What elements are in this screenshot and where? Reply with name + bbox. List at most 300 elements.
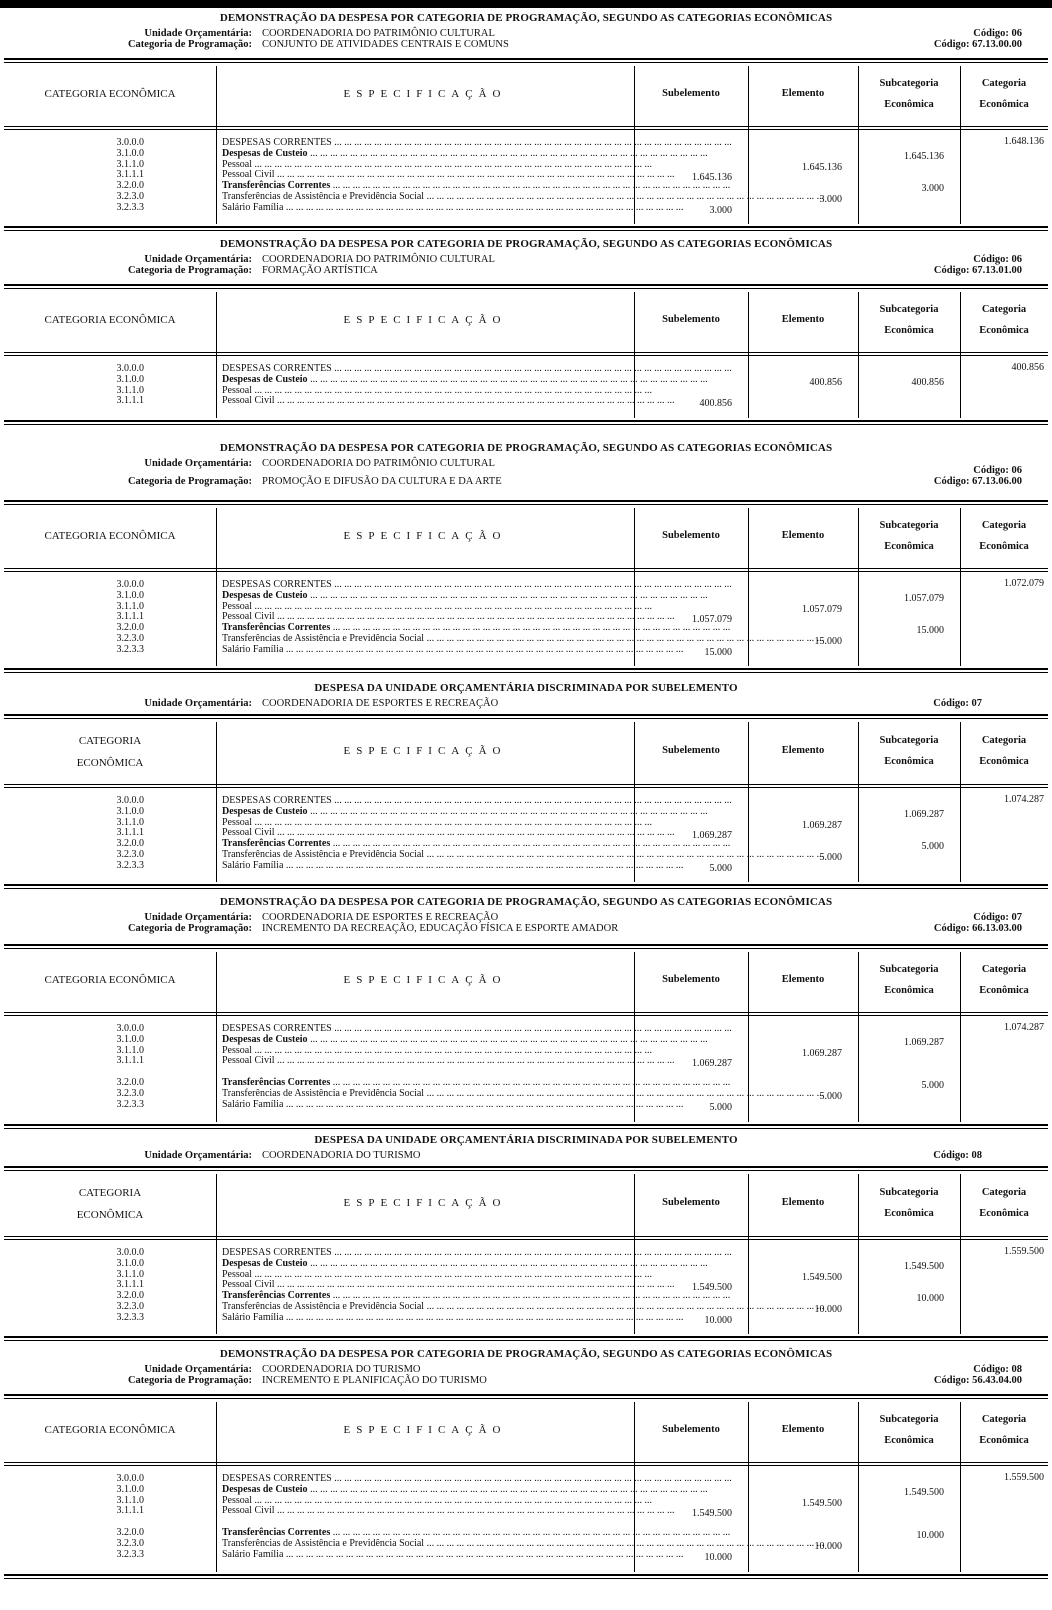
leader-dots: ... ... ... ... ... ... ... ... ... ... ... ... ... ... ... ... ... ... ... ... ... ... ... ... ... ... ... ... ... ... ... ... ... ... ... ... ... ... ... ... — [283, 1548, 684, 1560]
row-code: 3.2.0.0 — [116, 1527, 144, 1538]
row-code: 3.1.0.0 — [116, 373, 144, 385]
subelemento-value: 10.000 — [704, 1314, 732, 1326]
header-especificacao: ESPECIFICAÇÃO — [343, 88, 507, 100]
row-code: 3.0.0.0 — [116, 579, 144, 590]
header-categoria-col: Categoria — [981, 735, 1027, 746]
header-subcategoria: Subcategoria — [879, 78, 939, 89]
leader-dots: ... ... ... ... ... ... ... ... ... ... ... ... ... ... ... ... ... ... ... ... ... ... ... ... ... ... ... ... ... ... ... ... ... ... ... ... ... ... ... ... — [274, 1055, 675, 1067]
column-divider — [858, 722, 859, 882]
subelemento-value: 400.856 — [699, 398, 732, 410]
row-code: 3.2.3.3 — [116, 859, 144, 871]
spec-text: Pessoal Civil — [222, 1055, 275, 1067]
row-code: 3.1.1.0 — [116, 158, 144, 170]
header-bottom-rule — [4, 784, 1048, 785]
subelemento-value: 5.000 — [709, 862, 732, 874]
leader-dots: ... ... ... ... ... ... ... ... ... ... ... ... ... ... ... ... ... ... ... ... ... ... ... ... ... ... ... ... ... ... ... ... ... ... ... ... ... ... ... ... — [424, 1301, 825, 1312]
categoria-programacao-value: INCREMENTO DA RECREAÇÃO, EDUCAÇÃO FÍSICA E ESPORTE AMADOR — [262, 923, 619, 934]
header-subcategoria: Subcategoria — [879, 964, 939, 975]
row-code: 3.1.1.0 — [116, 384, 144, 396]
row-code: 3.1.1.0 — [116, 1494, 144, 1506]
leader-dots: ... ... ... ... ... ... ... ... ... ... ... ... ... ... ... ... ... ... ... ... ... ... ... ... ... ... ... ... ... ... ... ... ... ... ... ... ... ... ... ... — [307, 589, 708, 601]
elemento-value: 1.549.500 — [802, 1271, 842, 1283]
header-categoria-economica: CATEGORIA ECONÔMICA — [44, 88, 176, 100]
subelemento-value: 3.000 — [709, 204, 732, 216]
section-bottom-rule — [4, 884, 1048, 889]
header-elemento: Elemento — [781, 1197, 825, 1208]
subcategoria-value: 5.000 — [921, 841, 944, 853]
leader-dots: ... ... ... ... ... ... ... ... ... ... ... ... ... ... ... ... ... ... ... ... ... ... ... ... ... ... ... ... ... ... ... ... ... ... ... ... ... ... ... ... — [331, 1247, 732, 1258]
leader-dots: ... ... ... ... ... ... ... ... ... ... ... ... ... ... ... ... ... ... ... ... ... ... ... ... ... ... ... ... ... ... ... ... ... ... ... ... ... ... ... ... — [307, 1033, 708, 1045]
section-bottom-rule — [4, 1336, 1048, 1341]
section-title: DEMONSTRAÇÃO DA DESPESA POR CATEGORIA DE PROGRAMAÇÃO, SEGUNDO AS CATEGORIAS ECONÔMICAS — [219, 238, 833, 250]
row-specification — [222, 395, 675, 407]
unidade-label: Unidade Orçamentária: — [144, 1150, 252, 1161]
leader-dots: ... ... ... ... ... ... ... ... ... ... ... ... ... ... ... ... ... ... ... ... ... ... ... ... ... ... ... ... ... ... ... ... ... ... ... ... ... ... ... ... — [252, 1268, 652, 1280]
unidade-value: COORDENADORIA DO TURISMO — [262, 1150, 421, 1161]
header-categoria-economica: CATEGORIA ECONÔMICA — [44, 974, 176, 986]
elemento-value: 1.645.136 — [802, 161, 842, 173]
row-specification — [222, 201, 684, 214]
categoria-programacao-label: Categoria de Programação: — [127, 1375, 252, 1386]
header-subcategoria-economica: Econômica — [884, 99, 934, 110]
categoria-programacao-value: CONJUNTO DE ATIVIDADES CENTRAIS E COMUNS — [262, 39, 509, 50]
subelemento-value: 1.645.136 — [692, 172, 732, 184]
leader-dots: ... ... ... ... ... ... ... ... ... ... ... ... ... ... ... ... ... ... ... ... ... ... ... ... ... ... ... ... ... ... ... ... ... ... ... ... ... ... ... ... — [274, 611, 675, 623]
header-elemento: Elemento — [781, 530, 825, 541]
leader-dots: ... ... ... ... ... ... ... ... ... ... ... ... ... ... ... ... ... ... ... ... ... ... ... ... ... ... ... ... ... ... ... ... ... ... ... ... ... ... ... ... — [283, 201, 684, 213]
header-subcategoria: Subcategoria — [879, 520, 939, 531]
header-categoria-col-economica: Econômica — [979, 756, 1029, 767]
header-top-rule — [4, 58, 1048, 63]
header-top-rule — [4, 284, 1048, 289]
header-bottom-rule — [4, 568, 1048, 569]
unidade-label: Unidade Orçamentária: — [144, 912, 252, 923]
row-code: 3.2.3.3 — [116, 643, 144, 655]
row-code: 3.2.0.0 — [116, 1077, 144, 1088]
row-code: 3.1.0.0 — [116, 1257, 144, 1269]
spec-text: Pessoal — [222, 600, 252, 612]
codigo-1: Código: 06 — [973, 254, 1022, 265]
header-top-rule — [4, 944, 1048, 949]
leader-dots: ... ... ... ... ... ... ... ... ... ... ... ... ... ... ... ... ... ... ... ... ... ... ... ... ... ... ... ... ... ... ... ... ... ... ... ... ... ... ... ... — [331, 1023, 732, 1034]
section-title: DEMONSTRAÇÃO DA DESPESA POR CATEGORIA DE PROGRAMAÇÃO, SEGUNDO AS CATEGORIAS ECONÔMICAS — [219, 896, 833, 908]
header-elemento: Elemento — [781, 314, 825, 325]
spec-text: DESPESAS CORRENTES — [222, 795, 332, 806]
row-code: 3.2.0.0 — [116, 180, 144, 192]
header-subcategoria: Subcategoria — [879, 304, 939, 315]
elemento-value: 3.000 — [819, 194, 842, 205]
spec-text: Salário Família — [222, 1098, 284, 1110]
spec-text: Despesas de Custeio — [222, 589, 308, 601]
leader-dots: ... ... ... ... ... ... ... ... ... ... ... ... ... ... ... ... ... ... ... ... ... ... ... ... ... ... ... ... ... ... ... ... ... ... ... ... ... ... ... ... — [252, 1494, 652, 1506]
leader-dots: ... ... ... ... ... ... ... ... ... ... ... ... ... ... ... ... ... ... ... ... ... ... ... ... ... ... ... ... ... ... ... ... ... ... ... ... ... ... ... ... — [424, 849, 825, 860]
spec-text: Transferências de Assistência e Previdência Social — [222, 633, 425, 644]
section-title: DEMONSTRAÇÃO DA DESPESA POR CATEGORIA DE PROGRAMAÇÃO, SEGUNDO AS CATEGORIAS ECONÔMICAS — [219, 1348, 833, 1360]
header-subcategoria: Subcategoria — [879, 1414, 939, 1425]
body-top-rule — [4, 1239, 1048, 1240]
codigo-2: Código: 67.13.00.00 — [933, 39, 1022, 50]
header-categoria-col-economica: Econômica — [979, 1435, 1029, 1446]
spec-text: Transferências Correntes — [222, 180, 331, 192]
codigo-1: Código: 07 — [933, 698, 982, 709]
header-categoria-col: Categoria — [981, 964, 1027, 975]
subcategoria-value: 10.000 — [916, 1530, 944, 1541]
leader-dots: ... ... ... ... ... ... ... ... ... ... ... ... ... ... ... ... ... ... ... ... ... ... ... ... ... ... ... ... ... ... ... ... ... ... ... ... ... ... ... ... — [307, 1483, 708, 1495]
leader-dots: ... ... ... ... ... ... ... ... ... ... ... ... ... ... ... ... ... ... ... ... ... ... ... ... ... ... ... ... ... ... ... ... ... ... ... ... ... ... ... ... — [331, 363, 732, 374]
leader-dots: ... ... ... ... ... ... ... ... ... ... ... ... ... ... ... ... ... ... ... ... ... ... ... ... ... ... ... ... ... ... ... ... ... ... ... ... ... ... ... ... — [283, 1311, 684, 1323]
subelemento-value: 1.069.287 — [692, 830, 732, 842]
subelemento-value: 1.069.287 — [692, 1058, 732, 1070]
subcategoria-value: 1.549.500 — [904, 1260, 944, 1272]
section-bottom-rule — [4, 226, 1048, 231]
spec-text: Transferências de Assistência e Previdência Social — [222, 1301, 425, 1312]
spec-text: Transferências de Assistência e Previdência Social — [222, 849, 425, 860]
spec-text: Pessoal — [222, 1044, 252, 1056]
header-especificacao: ESPECIFICAÇÃO — [343, 530, 507, 542]
row-code: 3.1.0.0 — [116, 1483, 144, 1495]
row-specification — [222, 1055, 675, 1067]
elemento-value: 5.000 — [819, 1090, 842, 1102]
unidade-value: COORDENADORIA DO TURISMO — [262, 1364, 421, 1375]
header-categoria-col-economica: Econômica — [979, 985, 1029, 996]
subcategoria-value: 1.645.136 — [904, 150, 944, 162]
body-top-rule — [4, 355, 1048, 356]
header-bottom-rule — [4, 126, 1048, 127]
section-title: DEMONSTRAÇÃO DA DESPESA POR CATEGORIA DE PROGRAMAÇÃO, SEGUNDO AS CATEGORIAS ECONÔMICAS — [219, 12, 833, 24]
header-subcategoria-economica: Econômica — [884, 1208, 934, 1219]
row-code: 3.2.3.0 — [116, 1537, 144, 1549]
header-especificacao: ESPECIFICAÇÃO — [343, 1197, 507, 1209]
header-bottom-rule — [4, 1012, 1048, 1013]
leader-dots: ... ... ... ... ... ... ... ... ... ... ... ... ... ... ... ... ... ... ... ... ... ... ... ... ... ... ... ... ... ... ... ... ... ... ... ... ... ... ... ... — [307, 373, 708, 385]
header-elemento: Elemento — [781, 745, 825, 756]
row-code: 3.2.0.0 — [116, 1290, 144, 1302]
header-economica: ECONÔMICA — [76, 757, 144, 769]
codigo-1: Código: 08 — [933, 1150, 982, 1161]
leader-dots: ... ... ... ... ... ... ... ... ... ... ... ... ... ... ... ... ... ... ... ... ... ... ... ... ... ... ... ... ... ... ... ... ... ... ... ... ... ... ... ... — [331, 795, 732, 806]
row-code: 3.0.0.0 — [116, 1473, 144, 1484]
leader-dots: ... ... ... ... ... ... ... ... ... ... ... ... ... ... ... ... ... ... ... ... ... ... ... ... ... ... ... ... ... ... ... ... ... ... ... ... ... ... ... ... — [274, 827, 675, 839]
unidade-label: Unidade Orçamentária: — [144, 458, 252, 469]
leader-dots: ... ... ... ... ... ... ... ... ... ... ... ... ... ... ... ... ... ... ... ... ... ... ... ... ... ... ... ... ... ... ... ... ... ... ... ... ... ... ... ... — [330, 180, 731, 192]
leader-dots: ... ... ... ... ... ... ... ... ... ... ... ... ... ... ... ... ... ... ... ... ... ... ... ... ... ... ... ... ... ... ... ... ... ... ... ... ... ... ... ... — [330, 1077, 731, 1088]
header-categoria: CATEGORIA — [78, 1187, 142, 1199]
unidade-value: COORDENADORIA DO PATRIMÔNIO CULTURAL — [262, 254, 495, 265]
spec-text: Transferências de Assistência e Previdência Social — [222, 1087, 425, 1099]
spec-text: DESPESAS CORRENTES — [222, 579, 332, 590]
section-bottom-rule — [4, 668, 1048, 673]
row-code: 3.0.0.0 — [116, 795, 144, 806]
codigo-1: Código: 06 — [973, 465, 1022, 476]
spec-text: Despesas de Custeio — [222, 373, 308, 385]
spec-text: DESPESAS CORRENTES — [222, 363, 332, 374]
categoria-programacao-value: INCREMENTO E PLANIFICAÇÃO DO TURISMO — [262, 1375, 487, 1386]
spec-text: Pessoal Civil — [222, 395, 275, 407]
header-categoria-economica: CATEGORIA ECONÔMICA — [44, 530, 176, 542]
row-code: 3.1.0.0 — [116, 589, 144, 601]
row-code: 3.2.3.3 — [116, 1311, 144, 1323]
subelemento-value: 15.000 — [704, 646, 732, 658]
header-subcategoria-economica: Econômica — [884, 541, 934, 552]
header-especificacao: ESPECIFICAÇÃO — [343, 745, 507, 757]
unidade-value: COORDENADORIA DO PATRIMÔNIO CULTURAL — [262, 458, 495, 469]
spec-text: Pessoal — [222, 158, 252, 170]
section-bottom-rule — [4, 1574, 1048, 1579]
row-code: 3.1.1.0 — [116, 1044, 144, 1056]
header-categoria-col: Categoria — [981, 1414, 1027, 1425]
leader-dots: ... ... ... ... ... ... ... ... ... ... ... ... ... ... ... ... ... ... ... ... ... ... ... ... ... ... ... ... ... ... ... ... ... ... ... ... ... ... ... ... — [330, 1527, 731, 1538]
header-top-rule — [4, 500, 1048, 505]
subcategoria-value: 1.069.287 — [904, 808, 944, 820]
header-subelemento: Subelemento — [662, 314, 720, 325]
unidade-value: COORDENADORIA DE ESPORTES E RECREAÇÃO — [262, 912, 499, 923]
unidade-value: COORDENADORIA DE ESPORTES E RECREAÇÃO — [262, 698, 499, 709]
header-subelemento: Subelemento — [662, 1424, 720, 1435]
header-top-rule — [4, 714, 1048, 719]
elemento-value: 15.000 — [814, 636, 842, 647]
leader-dots: ... ... ... ... ... ... ... ... ... ... ... ... ... ... ... ... ... ... ... ... ... ... ... ... ... ... ... ... ... ... ... ... ... ... ... ... ... ... ... ... — [274, 395, 675, 407]
header-subelemento: Subelemento — [662, 1197, 720, 1208]
header-top-rule — [4, 1394, 1048, 1399]
codigo-1: Código: 08 — [973, 1364, 1022, 1375]
categoria-value: 1.559.500 — [1004, 1246, 1044, 1257]
row-code: 3.0.0.0 — [116, 363, 144, 374]
spec-text: Despesas de Custeio — [222, 805, 308, 817]
categoria-programacao-label: Categoria de Programação: — [127, 265, 252, 276]
leader-dots: ... ... ... ... ... ... ... ... ... ... ... ... ... ... ... ... ... ... ... ... ... ... ... ... ... ... ... ... ... ... ... ... ... ... ... ... ... ... ... ... — [424, 633, 825, 644]
row-code: 3.1.1.0 — [116, 600, 144, 612]
subcategoria-value: 1.057.079 — [904, 592, 944, 604]
row-code: 3.1.1.1 — [116, 827, 144, 839]
leader-dots: ... ... ... ... ... ... ... ... ... ... ... ... ... ... ... ... ... ... ... ... ... ... ... ... ... ... ... ... ... ... ... ... ... ... ... ... ... ... ... ... — [307, 805, 708, 817]
header-subcategoria-economica: Econômica — [884, 756, 934, 767]
header-categoria-economica: CATEGORIA ECONÔMICA — [44, 314, 176, 326]
leader-dots: ... ... ... ... ... ... ... ... ... ... ... ... ... ... ... ... ... ... ... ... ... ... ... ... ... ... ... ... ... ... ... ... ... ... ... ... ... ... ... ... — [307, 147, 708, 159]
row-code: 3.1.0.0 — [116, 147, 144, 159]
header-especificacao: ESPECIFICAÇÃO — [343, 314, 507, 326]
column-divider — [858, 508, 859, 666]
spec-text: Transferências Correntes — [222, 1077, 331, 1088]
spec-text: Salário Família — [222, 643, 284, 655]
header-categoria-col-economica: Econômica — [979, 99, 1029, 110]
leader-dots: ... ... ... ... ... ... ... ... ... ... ... ... ... ... ... ... ... ... ... ... ... ... ... ... ... ... ... ... ... ... ... ... ... ... ... ... ... ... ... ... — [424, 1087, 825, 1099]
spec-text: Salário Família — [222, 859, 284, 871]
section-title: DEMONSTRAÇÃO DA DESPESA POR CATEGORIA DE PROGRAMAÇÃO, SEGUNDO AS CATEGORIAS ECONÔMICAS — [219, 442, 833, 454]
row-code: 3.2.3.0 — [116, 1301, 144, 1312]
spec-text: Transferências de Assistência e Previdência Social — [222, 191, 425, 202]
leader-dots: ... ... ... ... ... ... ... ... ... ... ... ... ... ... ... ... ... ... ... ... ... ... ... ... ... ... ... ... ... ... ... ... ... ... ... ... ... ... ... ... — [283, 859, 684, 871]
spec-text: Pessoal — [222, 816, 252, 828]
row-specification — [222, 859, 684, 872]
categoria-programacao-label: Categoria de Programação: — [127, 923, 252, 934]
subelemento-value: 1.549.500 — [692, 1282, 732, 1294]
header-elemento: Elemento — [781, 974, 825, 985]
header-elemento: Elemento — [781, 88, 825, 99]
row-code: 3.1.0.0 — [116, 805, 144, 817]
leader-dots: ... ... ... ... ... ... ... ... ... ... ... ... ... ... ... ... ... ... ... ... ... ... ... ... ... ... ... ... ... ... ... ... ... ... ... ... ... ... ... ... — [331, 579, 732, 590]
section-title: DESPESA DA UNIDADE ORÇAMENTÁRIA DISCRIMINADA POR SUBELEMENTO — [314, 1134, 738, 1146]
spec-text: Pessoal Civil — [222, 169, 275, 181]
spec-text: Pessoal Civil — [222, 1279, 275, 1291]
header-categoria-col-economica: Econômica — [979, 541, 1029, 552]
header-bottom-rule — [4, 1462, 1048, 1463]
spec-text: Despesas de Custeio — [222, 1483, 308, 1495]
leader-dots: ... ... ... ... ... ... ... ... ... ... ... ... ... ... ... ... ... ... ... ... ... ... ... ... ... ... ... ... ... ... ... ... ... ... ... ... ... ... ... ... — [330, 838, 731, 850]
spec-text: DESPESAS CORRENTES — [222, 137, 332, 148]
header-categoria-col-economica: Econômica — [979, 325, 1029, 336]
row-code: 3.0.0.0 — [116, 1023, 144, 1034]
subcategoria-value: 15.000 — [916, 625, 944, 637]
categoria-value: 1.074.287 — [1004, 1022, 1044, 1033]
header-bottom-rule — [4, 1236, 1048, 1237]
subcategoria-value: 1.069.287 — [904, 1036, 944, 1048]
spec-text: Transferências Correntes — [222, 1290, 331, 1302]
codigo-2: Código: 67.13.01.00 — [933, 265, 1022, 276]
categoria-programacao-value: PROMOÇÃO E DIFUSÃO DA CULTURA E DA ARTE — [262, 476, 502, 487]
leader-dots: ... ... ... ... ... ... ... ... ... ... ... ... ... ... ... ... ... ... ... ... ... ... ... ... ... ... ... ... ... ... ... ... ... ... ... ... ... ... ... ... — [330, 1290, 731, 1302]
column-divider — [858, 1174, 859, 1334]
spec-text: Salário Família — [222, 201, 284, 213]
codigo-2: Código: 67.13.06.00 — [933, 476, 1022, 487]
top-border — [0, 0, 1052, 8]
categoria-programacao-label: Categoria de Programação: — [127, 476, 252, 487]
elemento-value: 1.069.287 — [802, 1047, 842, 1059]
column-divider — [858, 66, 859, 224]
row-code: 3.2.3.3 — [116, 1548, 144, 1560]
header-economica: ECONÔMICA — [76, 1209, 144, 1221]
spec-text: Pessoal — [222, 384, 252, 396]
spec-text: Despesas de Custeio — [222, 1033, 308, 1045]
leader-dots: ... ... ... ... ... ... ... ... ... ... ... ... ... ... ... ... ... ... ... ... ... ... ... ... ... ... ... ... ... ... ... ... ... ... ... ... ... ... ... ... — [283, 643, 684, 655]
categoria-value: 1.074.287 — [1004, 794, 1044, 805]
spec-text: Despesas de Custeio — [222, 147, 308, 159]
section-bottom-rule — [4, 1124, 1048, 1129]
spec-text: Transferências Correntes — [222, 1527, 331, 1538]
leader-dots: ... ... ... ... ... ... ... ... ... ... ... ... ... ... ... ... ... ... ... ... ... ... ... ... ... ... ... ... ... ... ... ... ... ... ... ... ... ... ... ... — [424, 191, 825, 202]
header-subcategoria-economica: Econômica — [884, 985, 934, 996]
column-divider — [960, 1402, 961, 1572]
header-categoria-economica: CATEGORIA ECONÔMICA — [44, 1424, 176, 1436]
leader-dots: ... ... ... ... ... ... ... ... ... ... ... ... ... ... ... ... ... ... ... ... ... ... ... ... ... ... ... ... ... ... ... ... ... ... ... ... ... ... ... ... — [330, 622, 731, 634]
header-subelemento: Subelemento — [662, 88, 720, 99]
codigo-1: Código: 06 — [973, 28, 1022, 39]
leader-dots: ... ... ... ... ... ... ... ... ... ... ... ... ... ... ... ... ... ... ... ... ... ... ... ... ... ... ... ... ... ... ... ... ... ... ... ... ... ... ... ... — [252, 600, 652, 612]
header-bottom-rule — [4, 352, 1048, 353]
row-code: 3.2.3.0 — [116, 633, 144, 644]
leader-dots: ... ... ... ... ... ... ... ... ... ... ... ... ... ... ... ... ... ... ... ... ... ... ... ... ... ... ... ... ... ... ... ... ... ... ... ... ... ... ... ... — [252, 1044, 652, 1056]
row-code: 3.1.1.1 — [116, 395, 144, 407]
spec-text: Transferências Correntes — [222, 838, 331, 850]
section-bottom-rule — [4, 420, 1048, 425]
header-categoria-col: Categoria — [981, 304, 1027, 315]
leader-dots: ... ... ... ... ... ... ... ... ... ... ... ... ... ... ... ... ... ... ... ... ... ... ... ... ... ... ... ... ... ... ... ... ... ... ... ... ... ... ... ... — [424, 1537, 825, 1549]
leader-dots: ... ... ... ... ... ... ... ... ... ... ... ... ... ... ... ... ... ... ... ... ... ... ... ... ... ... ... ... ... ... ... ... ... ... ... ... ... ... ... ... — [252, 158, 652, 170]
leader-dots: ... ... ... ... ... ... ... ... ... ... ... ... ... ... ... ... ... ... ... ... ... ... ... ... ... ... ... ... ... ... ... ... ... ... ... ... ... ... ... ... — [307, 1257, 708, 1269]
spec-text: Salário Família — [222, 1548, 284, 1560]
column-divider — [216, 292, 217, 418]
header-top-rule — [4, 1166, 1048, 1171]
header-especificacao: ESPECIFICAÇÃO — [343, 974, 507, 986]
categoria-value: 1.648.136 — [1004, 136, 1044, 147]
header-especificacao: ESPECIFICAÇÃO — [343, 1424, 507, 1436]
unidade-value: COORDENADORIA DO PATRIMÔNIO CULTURAL — [262, 28, 495, 39]
leader-dots: ... ... ... ... ... ... ... ... ... ... ... ... ... ... ... ... ... ... ... ... ... ... ... ... ... ... ... ... ... ... ... ... ... ... ... ... ... ... ... ... — [274, 1505, 675, 1517]
subelemento-value: 5.000 — [709, 1101, 732, 1113]
spec-text: Pessoal Civil — [222, 1505, 275, 1517]
elemento-value: 1.069.287 — [802, 819, 842, 831]
codigo-2: Código: 56.43.04.00 — [933, 1375, 1022, 1386]
row-code: 3.1.1.1 — [116, 611, 144, 623]
header-categoria-col: Categoria — [981, 1187, 1027, 1198]
unidade-label: Unidade Orçamentária: — [144, 1364, 252, 1375]
spec-text: Despesas de Custeio — [222, 1257, 308, 1269]
row-code: 3.2.3.3 — [116, 1098, 144, 1110]
body-top-rule — [4, 787, 1048, 788]
spec-text: Pessoal — [222, 1494, 252, 1506]
unidade-label: Unidade Orçamentária: — [144, 698, 252, 709]
row-code: 3.2.3.0 — [116, 1087, 144, 1099]
codigo-1: Código: 07 — [973, 912, 1022, 923]
unidade-label: Unidade Orçamentária: — [144, 254, 252, 265]
spec-text: Transferências Correntes — [222, 622, 331, 634]
row-code: 3.0.0.0 — [116, 1247, 144, 1258]
subcategoria-value: 1.549.500 — [904, 1486, 944, 1498]
header-subelemento: Subelemento — [662, 745, 720, 756]
subelemento-value: 10.000 — [704, 1551, 732, 1563]
header-categoria-col: Categoria — [981, 520, 1027, 531]
column-divider — [748, 292, 749, 418]
row-code: 3.2.3.0 — [116, 849, 144, 860]
header-subelemento: Subelemento — [662, 530, 720, 541]
row-code: 3.1.0.0 — [116, 1033, 144, 1045]
row-code: 3.0.0.0 — [116, 137, 144, 148]
spec-text: DESPESAS CORRENTES — [222, 1023, 332, 1034]
subcategoria-value: 10.000 — [916, 1293, 944, 1305]
header-categoria: CATEGORIA — [78, 735, 142, 747]
spec-text: Salário Família — [222, 1311, 284, 1323]
header-subcategoria-economica: Econômica — [884, 1435, 934, 1446]
row-specification — [222, 1311, 684, 1324]
header-subelemento: Subelemento — [662, 974, 720, 985]
leader-dots: ... ... ... ... ... ... ... ... ... ... ... ... ... ... ... ... ... ... ... ... ... ... ... ... ... ... ... ... ... ... ... ... ... ... ... ... ... ... ... ... — [331, 1473, 732, 1484]
elemento-value: 400.856 — [809, 376, 842, 388]
row-code: 3.1.1.1 — [116, 1505, 144, 1517]
elemento-value: 1.057.079 — [802, 603, 842, 615]
categoria-value: 1.559.500 — [1004, 1472, 1044, 1483]
spec-text: Pessoal — [222, 1268, 252, 1280]
row-code: 3.1.1.1 — [116, 1279, 144, 1291]
leader-dots: ... ... ... ... ... ... ... ... ... ... ... ... ... ... ... ... ... ... ... ... ... ... ... ... ... ... ... ... ... ... ... ... ... ... ... ... ... ... ... ... — [283, 1098, 684, 1110]
row-code: 3.1.1.1 — [116, 169, 144, 181]
subelemento-value: 1.057.079 — [692, 614, 732, 626]
elemento-value: 10.000 — [814, 1540, 842, 1552]
row-specification — [222, 1098, 684, 1111]
row-code: 3.1.1.0 — [116, 1268, 144, 1280]
leader-dots: ... ... ... ... ... ... ... ... ... ... ... ... ... ... ... ... ... ... ... ... ... ... ... ... ... ... ... ... ... ... ... ... ... ... ... ... ... ... ... ... — [252, 816, 652, 828]
subelemento-value: 1.549.500 — [692, 1508, 732, 1520]
row-code: 3.1.1.1 — [116, 1055, 144, 1067]
subcategoria-value: 400.856 — [911, 376, 944, 388]
row-code: 3.2.0.0 — [116, 622, 144, 634]
leader-dots: ... ... ... ... ... ... ... ... ... ... ... ... ... ... ... ... ... ... ... ... ... ... ... ... ... ... ... ... ... ... ... ... ... ... ... ... ... ... ... ... — [274, 169, 675, 181]
categoria-programacao-label: Categoria de Programação: — [127, 39, 252, 50]
categoria-value: 1.072.079 — [1004, 578, 1044, 589]
leader-dots: ... ... ... ... ... ... ... ... ... ... ... ... ... ... ... ... ... ... ... ... ... ... ... ... ... ... ... ... ... ... ... ... ... ... ... ... ... ... ... ... — [331, 137, 732, 148]
header-subcategoria: Subcategoria — [879, 735, 939, 746]
column-divider — [960, 952, 961, 1122]
row-code: 3.2.3.3 — [116, 201, 144, 213]
body-top-rule — [4, 1015, 1048, 1016]
